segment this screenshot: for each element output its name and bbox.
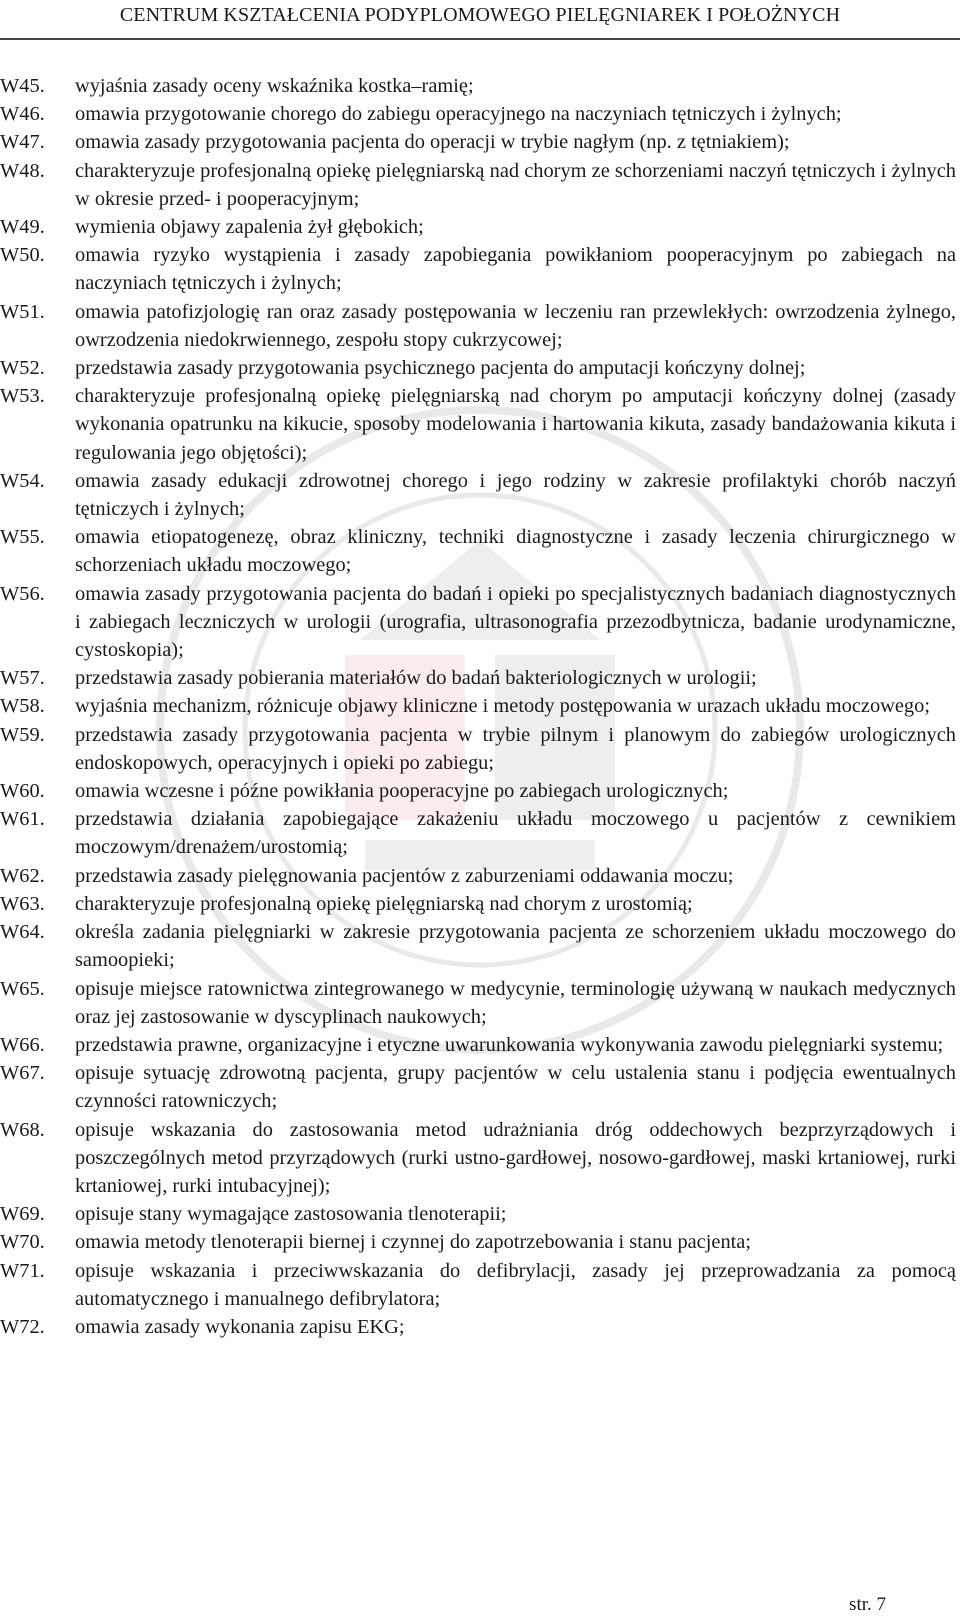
item-code: W59.: [0, 723, 45, 746]
list-item: [0, 298, 956, 354]
item-code: W67.: [0, 1062, 45, 1085]
item-code: W65.: [0, 977, 45, 1000]
item-text: charakteryzuje profesjonalną opiekę pielęgniarską nad chorym ze schorzeniami naczyń tętniczych i żylnych w okresie przed- i pooperacyjnym;: [75, 159, 956, 210]
item-code: W66.: [0, 1033, 45, 1056]
list-item: [0, 128, 956, 156]
item-code: W48.: [0, 159, 45, 182]
item-code: W51.: [0, 300, 45, 323]
list-item: [0, 890, 956, 918]
item-code: W56.: [0, 582, 45, 605]
list-item: [0, 777, 956, 805]
list-item: [0, 1257, 956, 1313]
list-item: [0, 664, 956, 692]
list-item: [0, 721, 956, 777]
list-item: [0, 100, 956, 128]
item-text: omawia zasady przygotowania pacjenta do badań i opieki po specjalistycznych badaniach diagnostycznych i zabiegach leczniczych w urologii (urografia, ultrasonografia przezodbytnicza, badanie urodynamiczne, cystoskopia);: [75, 582, 956, 662]
item-text: opisuje wskazania do zastosowania metod udrażniania dróg oddechowych bezprzyrządowych i poszczególnych metod przyrządowych (rurki ustno-gardłowej, nosowo-gardłowej, maski krtaniowej, rurki krtaniowej, rurki intubacyjnej);: [75, 1118, 956, 1197]
item-text: omawia patofizjologię ran oraz zasady postępowania w leczeniu ran przewlekłych: owrzodzenia żylnego, owrzodzenia niedokrwiennego, zespołu stopy cukrzycowej;: [75, 300, 956, 351]
header-divider: [0, 38, 960, 40]
list-item: [0, 241, 956, 297]
item-text: przedstawia działania zapobiegające zakażeniu układu moczowego u pacjentów z cewnikiem moczowym/drenażem/urostomią;: [75, 808, 956, 859]
item-text: omawia wczesne i późne powikłania pooperacyjne po zabiegach urologicznych;: [75, 780, 729, 803]
item-text: opisuje stany wymagające zastosowania tlenoterapii;: [75, 1203, 507, 1226]
item-text: omawia ryzyko wystąpienia i zasady zapobiegania powikłaniom pooperacyjnym po zabiegach na naczyniach tętniczych i żylnych;: [75, 244, 956, 295]
item-text: opisuje wskazania i przeciwwskazania do defibrylacji, zasady jej przeprowadzania za pomocą automatycznego i manualnego defibrylatora;: [75, 1259, 956, 1310]
item-code: W46.: [0, 103, 45, 126]
item-text: wyjaśnia mechanizm, różnicuje objawy kliniczne i metody postępowania w urazach układu moczowego;: [75, 695, 930, 718]
list-item: [0, 580, 956, 665]
item-code: W68.: [0, 1118, 45, 1141]
item-code: W72.: [0, 1315, 45, 1338]
item-code: W57.: [0, 667, 45, 690]
item-code: W69.: [0, 1203, 45, 1226]
item-text: charakteryzuje profesjonalną opiekę pielęgniarską nad chorym po amputacji kończyny dolnej (zasady wykonania opatrunku na kikucie, sposoby modelowania i hartowania kikuta, zasady bandażowania kikuta i regulowania jego objętości);: [75, 385, 956, 464]
item-code: W60.: [0, 780, 45, 803]
list-item: [0, 1031, 956, 1059]
page-header: CENTRUM KSZTAŁCENIA PODYPLOMOWEGO PIELĘGNIAREK I POŁOŻNYCH: [119, 4, 841, 26]
item-text: przedstawia prawne, organizacyjne i etyczne uwarunkowania wykonywania zawodu pielęgniarki systemu;: [75, 1033, 944, 1056]
list-item: [0, 1116, 956, 1201]
list-item: [0, 975, 956, 1031]
item-code: W63.: [0, 892, 45, 915]
item-code: W50.: [0, 244, 45, 267]
item-code: W62.: [0, 864, 45, 887]
item-text: omawia metody tlenoterapii biernej i czynnej do zapotrzebowania i stanu pacjenta;: [75, 1231, 752, 1254]
item-text: przedstawia zasady przygotowania pacjenta w trybie pilnym i planowym do zabiegów urologicznych endoskopowych, operacyjnych i opieki po zabiegu;: [75, 723, 956, 774]
item-code: W55.: [0, 526, 45, 549]
item-code: W53.: [0, 385, 45, 408]
item-text: opisuje miejsce ratownictwa zintegrowanego w medycynie, terminologię używaną w naukach medycznych oraz jej zastosowanie w dyscyplinach naukowych;: [75, 977, 956, 1028]
item-text: omawia zasady edukacji zdrowotnej chorego i jego rodziny w zakresie profilaktyki chorób naczyń tętniczych i żylnych;: [75, 469, 956, 521]
item-text: przedstawia zasady pielęgnowania pacjentów z zaburzeniami oddawania moczu;: [75, 864, 734, 887]
item-code: W54.: [0, 469, 45, 492]
list-item: [0, 1313, 956, 1341]
page-number: str. 7: [849, 1594, 886, 1615]
list-item: [0, 354, 956, 382]
item-text: określa zadania pielęgniarki w zakresie przygotowania pacjenta ze schorzeniem układu moczowego do samoopieki;: [75, 921, 956, 972]
list-item: [0, 1059, 956, 1115]
item-text: wyjaśnia zasady oceny wskaźnika kostka–ramię;: [75, 75, 474, 97]
list-item: [0, 692, 956, 720]
item-code: W58.: [0, 695, 45, 718]
item-text: omawia zasady wykonania zapisu EKG;: [75, 1315, 405, 1338]
item-text: opisuje sytuację zdrowotną pacjenta, grupy pacjentów w celu ustalenia stanu i podjęcia ewentualnych czynności ratowniczych;: [75, 1062, 956, 1113]
item-text: przedstawia zasady pobierania materiałów do badań bakteriologicznych w urologii;: [75, 667, 757, 690]
list-item: [0, 382, 956, 467]
learning-outcomes-list: [0, 72, 956, 1341]
item-code: W64.: [0, 921, 45, 944]
item-code: W45.: [0, 75, 45, 97]
list-item: [0, 918, 956, 974]
list-item: [0, 467, 956, 523]
list-item: [0, 213, 956, 241]
item-code: W71.: [0, 1259, 45, 1282]
list-item: [0, 862, 956, 890]
list-item: [0, 1200, 956, 1228]
item-text: wymienia objawy zapalenia żył głębokich;: [75, 216, 424, 239]
item-code: W47.: [0, 131, 45, 154]
item-text: omawia zasady przygotowania pacjenta do operacji w trybie nagłym (np. z tętniakiem);: [75, 131, 790, 154]
list-item: [0, 523, 956, 579]
list-item: [0, 1228, 956, 1256]
item-code: W61.: [0, 808, 45, 831]
item-text: przedstawia zasady przygotowania psychicznego pacjenta do amputacji kończyny dolnej;: [75, 357, 806, 380]
item-text: charakteryzuje profesjonalną opiekę pielęgniarską nad chorym z urostomią;: [75, 892, 693, 915]
list-item: [0, 805, 956, 861]
item-code: W52.: [0, 357, 45, 380]
item-code: W70.: [0, 1231, 45, 1254]
list-item: [0, 72, 956, 100]
item-text: omawia etiopatogenezę, obraz kliniczny, techniki diagnostyczne i zasady leczenia chirurgicznego w schorzeniach układu moczowego;: [75, 526, 956, 577]
list-item: [0, 157, 956, 213]
item-code: W49.: [0, 216, 45, 239]
item-text: omawia przygotowanie chorego do zabiegu operacyjnego na naczyniach tętniczych i żylnych;: [75, 103, 842, 126]
